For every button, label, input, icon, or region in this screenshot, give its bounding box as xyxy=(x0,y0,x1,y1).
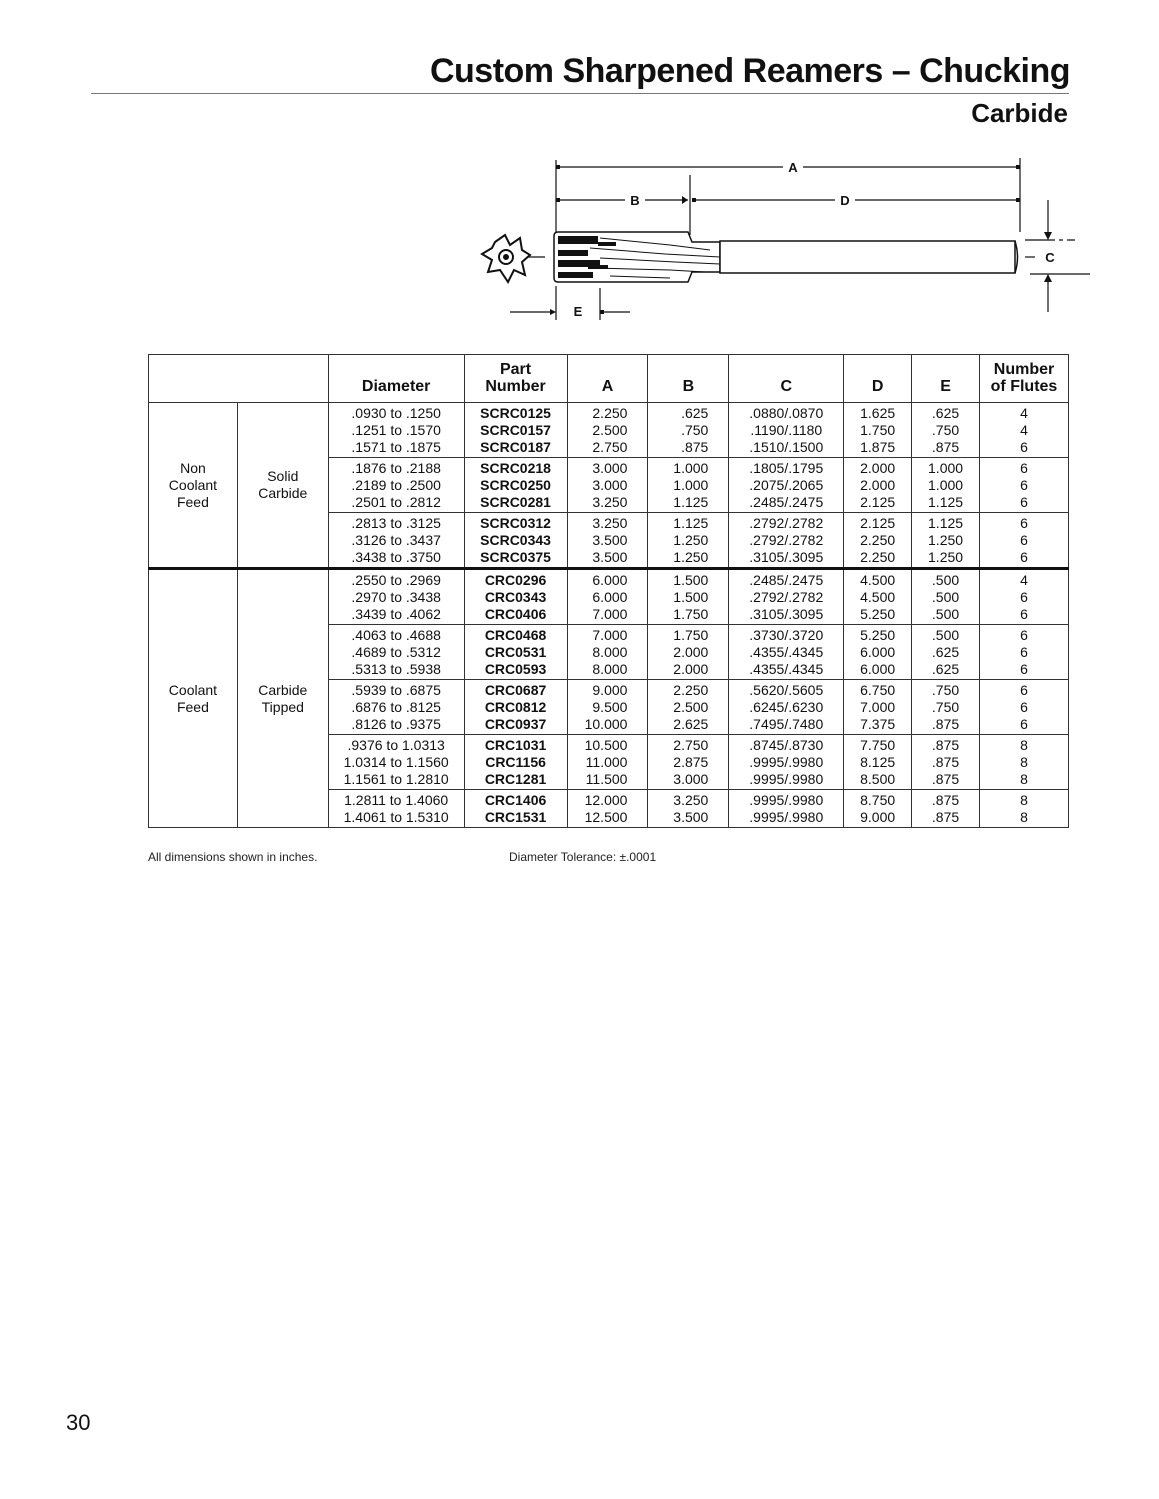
table-cell-value: 1.625 xyxy=(860,405,896,421)
table-cell-value: .4355/.4345 xyxy=(749,644,824,660)
table-cell-value: 6.000 xyxy=(860,661,896,677)
table-cell-value: CRC1281 xyxy=(484,771,547,787)
table-cell-value: .500 xyxy=(931,589,960,605)
table-cell-value: .2550 to .2969 xyxy=(351,572,441,588)
table-cell-value: 8.000 xyxy=(592,661,628,677)
table-cell-value: .875 xyxy=(931,771,960,787)
flutes-cell xyxy=(979,403,1068,458)
diameter-cell xyxy=(328,513,464,569)
table-cell-value: .875 xyxy=(931,754,960,770)
header-blank xyxy=(149,355,329,403)
table-cell-value: 10.500 xyxy=(584,737,628,753)
table-cell-value: SCRC0375 xyxy=(480,549,551,565)
table-cell-value: .3438 to .3750 xyxy=(351,549,441,565)
table-cell-value: 2.125 xyxy=(860,494,896,510)
table-cell-value: SCRC0157 xyxy=(480,422,551,438)
table-cell-value: 5.250 xyxy=(860,627,896,643)
dim-a-cell xyxy=(567,790,648,828)
flutes-cell xyxy=(979,680,1068,735)
dim-b-cell xyxy=(648,625,729,680)
table-cell-value: 7.000 xyxy=(592,606,628,622)
table-cell-value: .500 xyxy=(931,606,960,622)
units-note: All dimensions shown in inches. xyxy=(148,850,318,864)
dim-c-cell xyxy=(729,735,844,790)
table-cell-value: .9995/.9980 xyxy=(749,771,824,787)
table-cell-value: 2.250 xyxy=(860,532,896,548)
header-diameter: Diameter xyxy=(328,355,464,403)
table-cell-value: 7.000 xyxy=(860,699,896,715)
table-cell-value: .1876 to .2188 xyxy=(351,460,441,476)
feed-type-cell: Coolant Feed xyxy=(149,569,238,828)
table-cell-value: CRC1406 xyxy=(484,792,547,808)
part-number-cell xyxy=(464,790,567,828)
table-cell-value: 3.500 xyxy=(592,549,628,565)
dim-label-d: D xyxy=(840,193,850,208)
table-cell-value: .4063 to .4688 xyxy=(351,627,441,643)
dim-c-cell xyxy=(729,625,844,680)
dim-d-cell xyxy=(844,735,912,790)
dim-e-cell xyxy=(912,458,980,513)
table-cell-value: 1.125 xyxy=(673,515,709,531)
dim-c-cell xyxy=(729,680,844,735)
table-cell-value: 11.000 xyxy=(585,754,628,770)
table-cell-value: 8 xyxy=(1020,809,1028,825)
table-cell-value: .8745/.8730 xyxy=(749,737,824,753)
table-cell-value: 6 xyxy=(1020,494,1028,510)
table-cell-value: .625 xyxy=(681,405,709,421)
table-cell-value: 8.125 xyxy=(860,754,896,770)
table-cell-value: CRC0343 xyxy=(484,589,547,605)
tolerance-note: Diameter Tolerance: ±.0001 xyxy=(509,850,657,864)
table-cell-value: 12.500 xyxy=(584,809,628,825)
dim-e-cell xyxy=(912,625,980,680)
table-cell-value: 1.4061 to 1.5310 xyxy=(343,809,449,825)
table-cell-value: 3.000 xyxy=(673,771,709,787)
table-cell-value: .2485/.2475 xyxy=(749,572,824,588)
dim-a-cell xyxy=(567,403,648,458)
table-cell-value: 1.000 xyxy=(928,477,964,493)
table-cell-value: 6 xyxy=(1020,477,1028,493)
table-cell-value: .625 xyxy=(931,644,960,660)
table-cell-value: 11.500 xyxy=(585,771,628,787)
dim-d-cell xyxy=(844,680,912,735)
flutes-cell xyxy=(979,569,1068,625)
table-cell-value: 8 xyxy=(1020,792,1028,808)
table-cell-value: .1510/.1500 xyxy=(749,439,824,455)
table-cell-value: 7.375 xyxy=(860,716,896,732)
dim-c-cell xyxy=(729,790,844,828)
table-cell-value: 6 xyxy=(1020,439,1028,455)
table-cell-value: 9.000 xyxy=(860,809,896,825)
table-cell-value: .875 xyxy=(931,716,960,732)
part-number-cell xyxy=(464,625,567,680)
table-cell-value: .1571 to .1875 xyxy=(351,439,441,455)
table-cell-value: 7.000 xyxy=(592,627,628,643)
table-cell-value: 4.500 xyxy=(860,589,896,605)
table-cell-value: 4 xyxy=(1020,572,1028,588)
table-cell-value: 3.000 xyxy=(592,477,628,493)
dim-e-cell xyxy=(912,790,980,828)
table-cell-value: CRC0406 xyxy=(484,606,547,622)
dim-b-cell xyxy=(648,680,729,735)
table-cell-value: CRC0687 xyxy=(484,682,547,698)
table-cell-value: .2792/.2782 xyxy=(749,589,824,605)
dim-b-cell xyxy=(648,790,729,828)
table-cell-value: .8126 to .9375 xyxy=(351,716,441,732)
table-cell-value: .9376 to 1.0313 xyxy=(347,737,445,753)
diameter-cell xyxy=(328,569,464,625)
flutes-cell xyxy=(979,625,1068,680)
table-cell-value: 2.875 xyxy=(673,754,709,770)
table-cell-value: 5.250 xyxy=(860,606,896,622)
dim-d-cell xyxy=(844,403,912,458)
header-flutes: Number of Flutes xyxy=(979,355,1068,403)
feed-type-cell: Non Coolant Feed xyxy=(149,403,238,569)
table-cell-value: .1190/.1180 xyxy=(750,422,823,438)
table-cell-value: 8 xyxy=(1020,754,1028,770)
dim-c-cell xyxy=(729,458,844,513)
table-cell-value: .0880/.0870 xyxy=(749,405,824,421)
table-cell-value: 3.250 xyxy=(673,792,709,808)
reamer-spec-table xyxy=(148,354,1069,828)
table-cell-value: 2.250 xyxy=(673,682,709,698)
table-cell-value: 6 xyxy=(1020,682,1028,698)
table-cell-value: SCRC0187 xyxy=(480,439,551,455)
page-title: Custom Sharpened Reamers – Chucking xyxy=(429,52,1070,90)
table-cell-value: 1.250 xyxy=(673,549,709,565)
diameter-cell xyxy=(328,403,464,458)
table-cell-value: CRC0468 xyxy=(484,627,547,643)
part-number-cell xyxy=(464,513,567,569)
part-number-cell xyxy=(464,403,567,458)
header-c: C xyxy=(729,355,844,403)
dim-c-cell xyxy=(729,403,844,458)
table-cell-value: .9995/.9980 xyxy=(749,792,824,808)
table-cell-value: CRC1156 xyxy=(485,754,546,770)
table-cell-value: .4355/.4345 xyxy=(749,661,824,677)
table-cell-value: .2792/.2782 xyxy=(749,515,824,531)
table-cell-value: 1.750 xyxy=(860,422,896,438)
header-e: E xyxy=(912,355,980,403)
table-cell-value: 12.000 xyxy=(584,792,628,808)
flutes-cell xyxy=(979,735,1068,790)
table-cell-value: 2.750 xyxy=(673,737,709,753)
table-cell-value: .5939 to .6875 xyxy=(351,682,441,698)
dim-b-cell xyxy=(648,513,729,569)
table-cell-value: 1.750 xyxy=(673,606,709,622)
table-cell-value: 9.000 xyxy=(592,682,628,698)
table-cell-value: 1.500 xyxy=(673,589,709,605)
table-cell-value: 1.000 xyxy=(673,477,709,493)
table-cell-value: SCRC0281 xyxy=(480,494,551,510)
table-cell-value: .500 xyxy=(931,572,960,588)
reamer-dimension-diagram xyxy=(470,150,1090,330)
dim-a-cell xyxy=(567,625,648,680)
table-cell-value: 2.000 xyxy=(673,661,709,677)
table-cell-value: .875 xyxy=(931,792,960,808)
table-cell-value: 2.750 xyxy=(592,439,628,455)
table-cell-value: 2.500 xyxy=(592,422,628,438)
table-cell-value: 1.1561 to 1.2810 xyxy=(343,771,449,787)
table-cell-value: 6 xyxy=(1020,661,1028,677)
table-cell-value: .875 xyxy=(931,809,960,825)
table-cell-value: .875 xyxy=(931,737,960,753)
header-part-number: Part Number xyxy=(464,355,567,403)
table-cell-value: .3105/.3095 xyxy=(749,549,824,565)
table-cell-value: 6 xyxy=(1020,515,1028,531)
header-b: B xyxy=(648,355,729,403)
table-cell-value: 1.875 xyxy=(860,439,896,455)
table-row-group xyxy=(149,569,1069,625)
table-cell-value: 6 xyxy=(1020,627,1028,643)
table-cell-value: .3126 to .3437 xyxy=(351,532,441,548)
table-cell-value: CRC0531 xyxy=(484,644,547,660)
table-cell-value: 6.750 xyxy=(860,682,896,698)
table-cell-value: 2.250 xyxy=(592,405,628,421)
table-cell-value: .625 xyxy=(931,661,960,677)
table-row-group xyxy=(149,403,1069,458)
table-cell-value: SCRC0218 xyxy=(480,460,551,476)
table-cell-value: 8.750 xyxy=(860,792,896,808)
diameter-cell xyxy=(328,735,464,790)
table-cell-value: .2485/.2475 xyxy=(749,494,824,510)
table-cell-value: SCRC0125 xyxy=(480,405,551,421)
table-cell-value: CRC0593 xyxy=(484,661,547,677)
table-cell-value: 1.000 xyxy=(928,460,964,476)
table-cell-value: 1.2811 to 1.4060 xyxy=(344,792,449,808)
table-cell-value: .3730/.3720 xyxy=(749,627,824,643)
dim-d-cell xyxy=(844,513,912,569)
table-cell-value: 1.250 xyxy=(673,532,709,548)
table-cell-value: 6.000 xyxy=(860,644,896,660)
table-cell-value: 9.500 xyxy=(592,699,628,715)
table-cell-value: .1805/.1795 xyxy=(749,460,824,476)
table-body xyxy=(149,403,1069,828)
page-number: 30 xyxy=(66,1410,91,1435)
dim-b-cell xyxy=(648,735,729,790)
table-cell-value: .750 xyxy=(931,699,960,715)
table-cell-value: .625 xyxy=(931,405,960,421)
table-cell-value: .750 xyxy=(931,682,960,698)
table-cell-value: SCRC0312 xyxy=(480,515,551,531)
table-cell-value: 3.250 xyxy=(592,494,628,510)
dim-a-cell xyxy=(567,458,648,513)
table-cell-value: CRC1531 xyxy=(484,809,547,825)
table-cell-value: CRC0296 xyxy=(484,572,547,588)
diameter-cell xyxy=(328,790,464,828)
dim-c-cell xyxy=(729,569,844,625)
table-cell-value: 1.000 xyxy=(673,460,709,476)
table-cell-value: CRC1031 xyxy=(484,737,547,753)
dim-a-cell xyxy=(567,680,648,735)
table-cell-value: 6 xyxy=(1020,606,1028,622)
dim-d-cell xyxy=(844,458,912,513)
table-cell-value: .6876 to .8125 xyxy=(351,699,441,715)
table-cell-value: .750 xyxy=(931,422,960,438)
table-cell-value: .2792/.2782 xyxy=(749,532,824,548)
dim-e-cell xyxy=(912,403,980,458)
table-cell-value: 2.250 xyxy=(860,549,896,565)
table-cell-value: 6 xyxy=(1020,699,1028,715)
flutes-cell xyxy=(979,458,1068,513)
table-cell-value: 3.500 xyxy=(592,532,628,548)
dim-label-c: C xyxy=(1045,250,1055,265)
table-cell-value: 6 xyxy=(1020,589,1028,605)
table-cell-value: .1251 to .1570 xyxy=(351,422,441,438)
table-cell-value: 3.250 xyxy=(592,515,628,531)
table-cell-value: .2970 to .3438 xyxy=(351,589,441,605)
diameter-cell xyxy=(328,680,464,735)
table-cell-value: 6 xyxy=(1020,644,1028,660)
table-cell-value: SCRC0250 xyxy=(480,477,551,493)
part-number-cell xyxy=(464,569,567,625)
title-rule xyxy=(91,93,1069,94)
table-cell-value: 1.250 xyxy=(928,549,964,565)
dim-a-cell xyxy=(567,513,648,569)
page-subtitle: Carbide xyxy=(971,98,1068,128)
dim-b-cell xyxy=(648,458,729,513)
dim-c-cell xyxy=(729,513,844,569)
dim-label-e: E xyxy=(573,304,583,319)
table-cell-value: 8 xyxy=(1020,771,1028,787)
table-cell-value: .2075/.2065 xyxy=(749,477,824,493)
table-cell-value: 3.000 xyxy=(592,460,628,476)
diameter-cell xyxy=(328,458,464,513)
table-cell-value: 3.500 xyxy=(673,809,709,825)
header-d: D xyxy=(844,355,912,403)
dim-e-cell xyxy=(912,569,980,625)
table-cell-value: 1.0314 to 1.1560 xyxy=(343,754,449,770)
table-cell-value: 2.000 xyxy=(860,460,896,476)
table-cell-value: 7.750 xyxy=(860,737,896,753)
table-cell-value: 8 xyxy=(1020,737,1028,753)
table-cell-value: SCRC0343 xyxy=(480,532,551,548)
table-cell-value: .6245/.6230 xyxy=(749,699,824,715)
dim-label-b: B xyxy=(630,193,640,208)
table-cell-value: 6 xyxy=(1020,460,1028,476)
dim-label-a: A xyxy=(788,160,798,175)
table-cell-value: .875 xyxy=(681,439,709,455)
table-cell-value: .0930 to .1250 xyxy=(351,405,441,421)
table-cell-value: .875 xyxy=(931,439,960,455)
flutes-cell xyxy=(979,790,1068,828)
table-cell-value: .750 xyxy=(681,422,709,438)
dim-d-cell xyxy=(844,569,912,625)
flutes-cell xyxy=(979,513,1068,569)
dim-b-cell xyxy=(648,403,729,458)
dim-e-cell xyxy=(912,735,980,790)
table-cell-value: .3105/.3095 xyxy=(749,606,824,622)
table-cell-value: .4689 to .5312 xyxy=(351,644,441,660)
dim-d-cell xyxy=(844,625,912,680)
table-cell-value: 1.125 xyxy=(673,494,709,510)
table-cell-value: 1.250 xyxy=(928,532,964,548)
material-type-cell: Solid Carbide xyxy=(237,403,328,569)
table-cell-value: 8.000 xyxy=(592,644,628,660)
table-cell-value: 6.000 xyxy=(592,589,628,605)
table-cell-value: 10.000 xyxy=(584,716,628,732)
table-cell-value: CRC0812 xyxy=(484,699,547,715)
table-cell-value: 6 xyxy=(1020,532,1028,548)
table-cell-value: 4 xyxy=(1020,405,1028,421)
table-cell-value: .3439 to .4062 xyxy=(351,606,441,622)
table-cell-value: 1.125 xyxy=(928,494,964,510)
table-cell-value: 2.125 xyxy=(860,515,896,531)
table-cell-value: .7495/.7480 xyxy=(749,716,824,732)
table-header-row xyxy=(149,355,1069,403)
table-cell-value: 2.625 xyxy=(673,716,709,732)
table-cell-value: 2.500 xyxy=(673,699,709,715)
table-cell-value: 6 xyxy=(1020,716,1028,732)
dim-a-cell xyxy=(567,735,648,790)
table-cell-value: 6 xyxy=(1020,549,1028,565)
material-type-cell: Carbide Tipped xyxy=(237,569,328,828)
table-cell-value: .5313 to .5938 xyxy=(351,661,441,677)
table-cell-value: .500 xyxy=(931,627,960,643)
table-cell-value: .2813 to .3125 xyxy=(351,515,441,531)
part-number-cell xyxy=(464,735,567,790)
dim-e-cell xyxy=(912,513,980,569)
table-cell-value: .9995/.9980 xyxy=(749,809,824,825)
dim-e-cell xyxy=(912,680,980,735)
header-a: A xyxy=(567,355,648,403)
table-cell-value: CRC0937 xyxy=(484,716,547,732)
table-cell-value: 1.750 xyxy=(673,627,709,643)
table-cell-value: 1.125 xyxy=(928,515,964,531)
table-cell-value: .2501 to .2812 xyxy=(351,494,441,510)
table-cell-value: 4 xyxy=(1020,422,1028,438)
dim-d-cell xyxy=(844,790,912,828)
part-number-cell xyxy=(464,680,567,735)
table-cell-value: 6.000 xyxy=(592,572,628,588)
table-cell-value: 1.500 xyxy=(673,572,709,588)
diameter-cell xyxy=(328,625,464,680)
dim-a-cell xyxy=(567,569,648,625)
table-cell-value: .2189 to .2500 xyxy=(351,477,441,493)
dim-b-cell xyxy=(648,569,729,625)
table-cell-value: 4.500 xyxy=(860,572,896,588)
table-cell-value: 8.500 xyxy=(860,771,896,787)
table-cell-value: .5620/.5605 xyxy=(749,682,824,698)
part-number-cell xyxy=(464,458,567,513)
table-cell-value: 2.000 xyxy=(860,477,896,493)
table-cell-value: .9995/.9980 xyxy=(749,754,824,770)
table-cell-value: 2.000 xyxy=(673,644,709,660)
